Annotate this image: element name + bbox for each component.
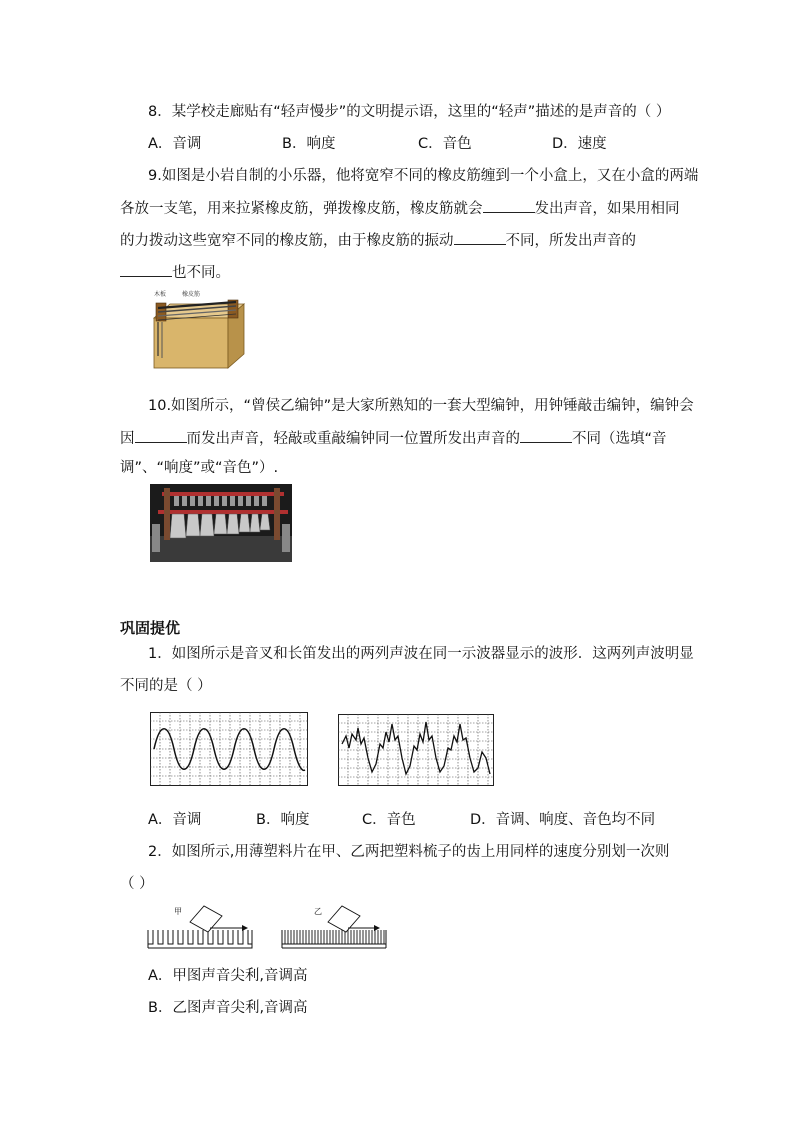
q10-line-1: 10.如图所示，“曾侯乙编钟”是大家所熟知的一套大型编钟，用钟锤敲击编钟，编钟会 [148, 398, 694, 414]
fig-label-board: 木板 [154, 291, 167, 298]
oscilloscope-tuning-fork-figure [150, 712, 308, 786]
q9-line-4 [120, 262, 230, 283]
comb-label-jia: 甲 [174, 907, 182, 916]
p1-line-1: 1．如图所示是音叉和长笛发出的两列声波在同一示波器显示的波形．这两列声波明显 [148, 646, 694, 662]
q10-text-2c: 不同（选填“音 [572, 431, 667, 447]
q9-text-3b: 不同，所发出声音的 [505, 233, 636, 249]
q9-blank-2 [454, 230, 506, 245]
q8-option-d: D．速度 [552, 136, 607, 152]
q10-line-3: 调”、“响度”或“音色”）. [120, 460, 279, 476]
fig-label-rubber-band: 橡皮筋 [182, 291, 201, 298]
q10-line-2 [120, 428, 667, 449]
q10-blank-1 [135, 428, 187, 443]
comb-label-yi: 乙 [314, 907, 322, 916]
q9-text-2a: 各放一支笔，用来拉紧橡皮筋，弹拨橡皮筋，橡皮筋就会 [120, 201, 483, 217]
q10-text-2b: 而发出声音，轻敲或重敲编钟同一位置所发出声音的 [186, 431, 520, 447]
q8-option-c: C．音色 [418, 136, 472, 152]
p2-line-1: 2．如图所示,用薄塑料片在甲、乙两把塑料梳子的齿上用同样的速度分别划一次则 [148, 844, 670, 860]
oscilloscope-flute-figure [338, 714, 494, 786]
p1-option-a: A．音调 [148, 812, 202, 828]
q8-stem: 8．某学校走廊贴有“轻声慢步”的文明提示语，这里的“轻声”描述的是声音的（ ） [148, 104, 671, 120]
section-title: 巩固提优 [120, 619, 181, 637]
q8-option-a: A．音调 [148, 136, 202, 152]
p2-option-a: A．甲图声音尖利,音调高 [148, 968, 308, 984]
p1-option-d: D．音调、响度、音色均不同 [470, 812, 656, 828]
combs-figure [146, 900, 390, 952]
q9-text-4b: 也不同。 [172, 265, 230, 281]
q8-option-b: B．响度 [282, 136, 336, 152]
p2-line-2: （ ） [120, 876, 154, 892]
q9-line-3 [120, 230, 636, 251]
p1-line-2: 不同的是（ ） [120, 678, 212, 694]
q9-line-1: 9.如图是小岩自制的小乐器，他将宽窄不同的橡皮筋缠到一个小盒上，又在小盒的两端 [148, 168, 699, 184]
q9-text-3a: 的力拨动这些宽窄不同的橡皮筋，由于橡皮筋的振动 [120, 233, 454, 249]
p1-option-c: C．音色 [362, 812, 416, 828]
rubber-band-box-figure [148, 286, 248, 372]
p1-option-b: B．响度 [256, 812, 310, 828]
q9-line-2 [120, 198, 680, 219]
chime-bells-figure [150, 484, 292, 562]
q10-blank-2 [520, 428, 572, 443]
p2-option-b: B．乙图声音尖利,音调高 [148, 1000, 308, 1016]
q10-text-2a: 因 [120, 431, 135, 447]
q9-blank-1 [483, 198, 535, 213]
q9-text-2b: 发出声音，如果用相同 [534, 201, 680, 217]
q9-blank-3 [120, 262, 172, 277]
